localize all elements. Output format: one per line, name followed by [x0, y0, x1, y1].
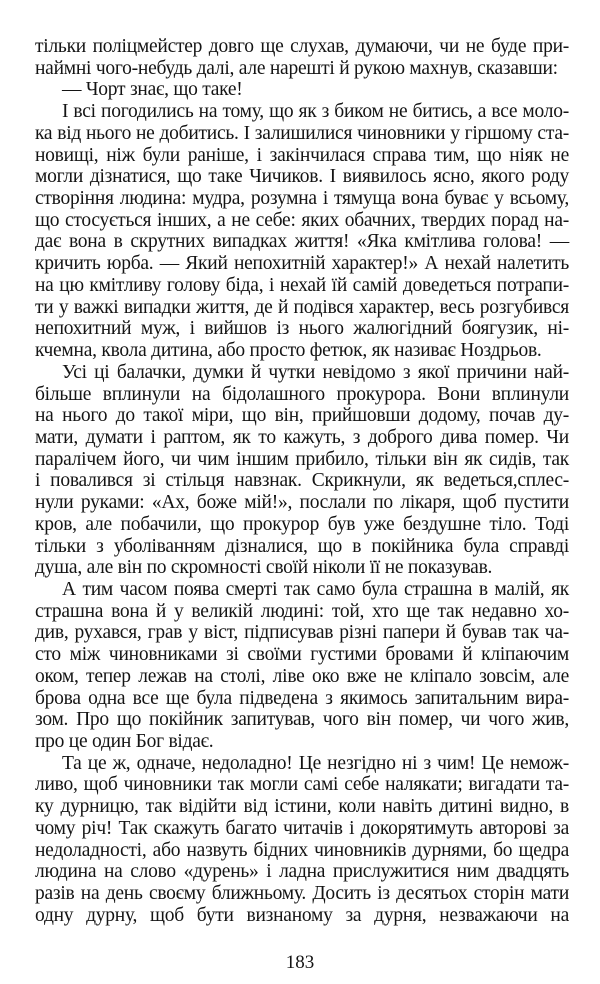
text-line: ка від нього не добитись. І залишилися чиновники у гіршому ста- — [35, 122, 569, 144]
text-line: і повалився зі стільця навзнак. Скрикнули, як ведеться,сплес- — [35, 470, 569, 492]
text-line: страшна вона й у великій людині: той, хто ще так недавно хо- — [35, 600, 569, 622]
text-line: більше вплинули на бідолашного прокурора. Вони вплинули — [35, 383, 569, 405]
text-line: на цю кмітливу голову біда, і нехай їй самій доведеться потрапи- — [35, 274, 569, 296]
text-line: зом. Про що покійник запитував, чого він помер, чи чого жив, — [35, 709, 569, 731]
page-number: 183 — [285, 952, 315, 973]
text-line: разів на день своєму ближньому. Досить із десятьох сторін мати — [35, 883, 569, 905]
text-line: — Чорт знає, що таке! — [62, 79, 243, 101]
paragraph — [35, 36, 569, 79]
text-line: новищі, ніж були раніше, і закінчилася справа тим, що ніяк не — [35, 144, 569, 166]
text-line: могли дізнатися, що таке Чичиков. І виявилось ясно, якого роду — [35, 166, 569, 188]
paragraph — [35, 79, 569, 101]
text-line: наймні чого-небудь далі, але нарешті й рукою махнув, сказавши: — [35, 57, 558, 79]
text-line: душа, але він по скромності своїй ніколи її не показував. — [35, 557, 493, 579]
text-line: тільки з уболіванням дізналися, що в покійника була справді — [35, 535, 569, 557]
text-line: А тим часом поява смерті так само була страшна в малій, як — [62, 578, 569, 600]
text-line: брова одна все ще була підведена з якимось запитальним вира- — [35, 687, 569, 709]
text-line: недоладності, або назвуть бідних чиновників дурнями, бо щедра — [35, 839, 569, 861]
text-line: Та це ж, одначе, недоладно! Це незгідно ні з чим! Це немож- — [62, 752, 569, 774]
text-line: ку дурницю, так відійти від істини, коли навіть дитині видно, в — [35, 796, 569, 818]
page-body-text — [35, 36, 569, 926]
text-line: кров, але побачили, що прокурор був уже бездушне тіло. Тоді — [35, 513, 569, 535]
paragraph — [35, 362, 569, 579]
text-line: непохитний муж, і вийшов із нього жалюгідний боягузик, ні- — [35, 318, 569, 340]
text-line: мати, думати і раптом, як то кажуть, з доброго дива помер. Чи — [35, 426, 569, 448]
text-line: ливо, щоб чиновники так могли самі себе налякати; вигадати та- — [35, 774, 569, 796]
text-line: ти у важкі випадки життя, де й подівся характер, весь розгубився — [35, 296, 569, 318]
text-line: про це один Бог відає. — [35, 731, 214, 752]
paragraph — [35, 753, 569, 927]
text-line: Усі ці балачки, думки й чутки невідомо з якої причини най- — [62, 361, 569, 383]
text-line: сто між чиновниками зі своїми густими бровами й кліпаючим — [35, 644, 569, 666]
paragraph — [35, 579, 569, 753]
text-line: нули руками: «Ах, боже мій!», послали по лікаря, щоб пустити — [35, 492, 569, 514]
text-line: людина на слово «дурень» і ладна прислужитися ним двадцять — [35, 861, 569, 883]
text-line: кчемна, квола дитина, або просто фетюк, як називає Ноздрьов. — [35, 340, 542, 362]
text-line: чому річ! Так скажуть багато читачів і докорятимуть авторові за — [35, 817, 569, 839]
text-line: що стосується інших, а не себе: яких обачних, твердих порад на- — [35, 209, 569, 231]
text-line: оком, тепер лежав на столі, ліве око вже не кліпало зовсім, але — [35, 665, 569, 687]
text-line: див, рухався, грав у віст, підписував різні папери й бував так ча- — [35, 622, 569, 644]
text-line: кричить юрба. — Який непохитній характер!» А нехай налетить — [35, 253, 569, 275]
text-line: на нього до такої міри, що він, прийшовши додому, почав ду- — [35, 405, 569, 427]
text-line: паралічем його, чи чим іншим прибило, тільки він як сидів, так — [35, 448, 569, 470]
text-line: створіння людина: мудра, розумна і тямуща вона буває у всьому, — [35, 188, 569, 210]
text-line: тільки поліцмейстер довго ще слухав, думаючи, чи не буде при- — [35, 36, 569, 57]
text-line: І всі погодились на тому, що як з биком не битись, а все моло- — [62, 101, 569, 123]
text-line: дає вона в скрутних випадках життя! «Яка кмітлива голова! — — [35, 231, 569, 253]
paragraph — [35, 101, 569, 362]
text-line: одну дурну, щоб бути визнаному за дурня, незважаючи на — [35, 904, 569, 926]
